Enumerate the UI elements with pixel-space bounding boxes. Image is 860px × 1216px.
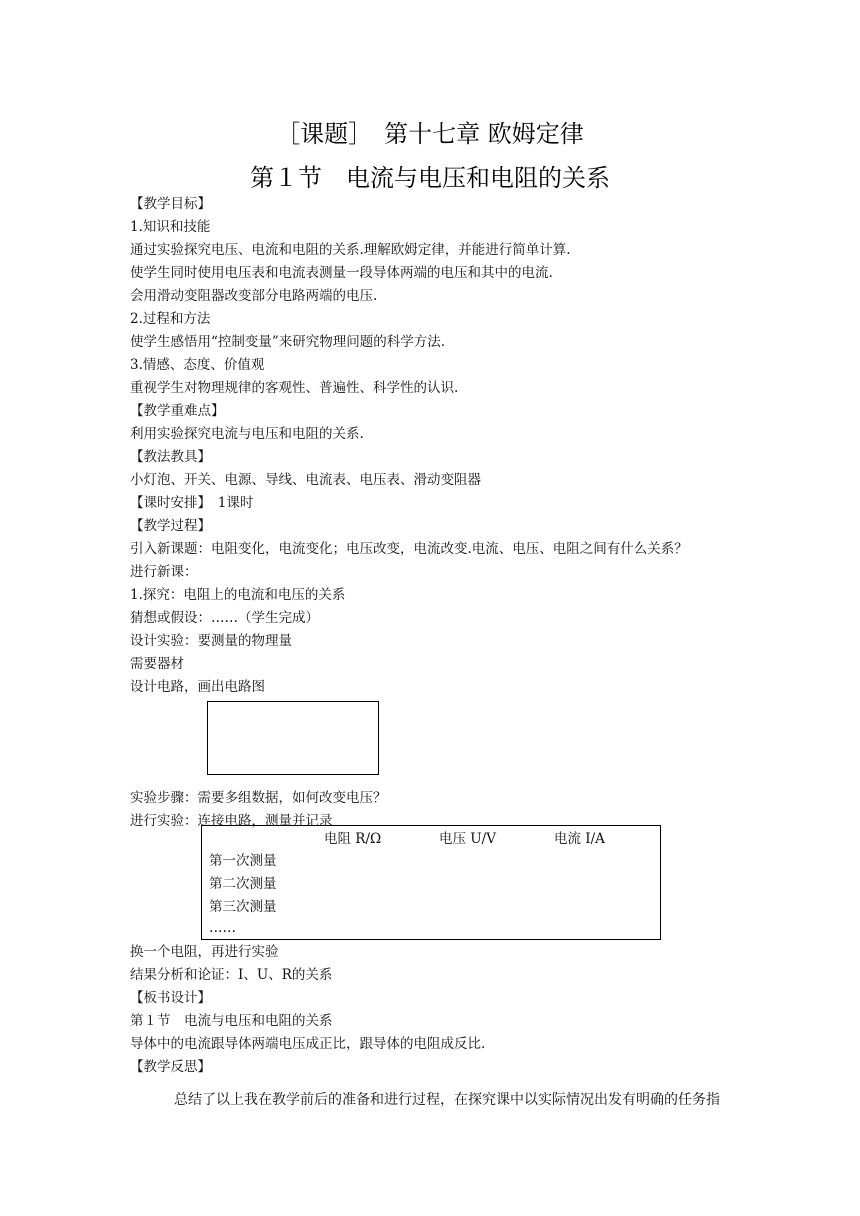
intro-line: 引入新课题：电阻变化，电流变化；电压改变，电流改变.电流、电压、电阻之间有什么关系？ [130, 541, 688, 557]
section-title: 第１节 电流与电压和电阻的关系 [250, 164, 610, 192]
measurement-table [201, 825, 661, 940]
table-header-voltage: 电压 U/V [439, 831, 496, 847]
result-line: 结果分析和论证：I、U、R的关系 [130, 967, 333, 983]
board-heading: 【板书设计】 [130, 990, 211, 1006]
do-experiment-line: 进行实验：连接电路，测量并记录 [130, 813, 333, 829]
goal3-line1: 重视学生对物理规律的客观性、普遍性、科学性的认识. [130, 380, 459, 396]
equipment-line: 需要器材 [130, 656, 184, 672]
tools-line1: 小灯泡、开关、电源、导线、电流表、电压表、滑动变阻器 [130, 472, 481, 488]
goal1-line1: 通过实验探究电压、电流和电阻的关系.理解欧姆定律，并能进行简单计算. [130, 242, 571, 258]
key-line1: 利用实验探究电流与电压和电阻的关系. [130, 426, 364, 442]
board-line1: 第１节 电流与电压和电阻的关系 [130, 1013, 333, 1029]
new-lesson-line: 进行新课： [130, 564, 198, 580]
reflect-heading: 【教学反思】 [130, 1059, 211, 1075]
goals-heading: 【教学目标】 [130, 196, 211, 212]
goal2-heading: 2.过程和方法 [130, 311, 211, 327]
change-resistor-line: 换一个电阻，再进行实验 [130, 944, 279, 960]
key-heading: 【教学重难点】 [130, 403, 225, 419]
tools-heading: 【教法教具】 [130, 449, 211, 465]
circuit-line: 设计电路，画出电路图 [130, 679, 265, 695]
explore-line: 1.探究：电阻上的电流和电压的关系 [130, 587, 346, 603]
goal2-line1: 使学生感悟用“控制变量”来研究物理问题的科学方法. [130, 334, 446, 350]
board-line2: 导体中的电流跟导体两端电压成正比，跟导体的电阻成反比. [130, 1036, 486, 1052]
circuit-diagram-box [207, 701, 379, 775]
reflection-text: 总结了以上我在教学前后的准备和进行过程，在探究课中以实际情况出发有明确的任务指 [174, 1092, 720, 1108]
goal1-line3: 会用滑动变阻器改变部分电路两端的电压. [130, 288, 378, 304]
chapter-title: ［课题］ 第十七章 欧姆定律 [276, 120, 584, 148]
guess-line: 猜想或假设：……（学生完成） [130, 610, 319, 626]
design-line: 设计实验：要测量的物理量 [130, 633, 292, 649]
table-row: 第三次测量 [209, 899, 277, 915]
goal1-heading: 1.知识和技能 [130, 219, 211, 235]
goal1-line2: 使学生同时使用电压表和电流表测量一段导体两端的电压和其中的电流. [130, 265, 553, 281]
table-header-resistance: 电阻 R/Ω [324, 831, 382, 847]
table-row: 第一次测量 [209, 853, 277, 869]
table-row: …… [209, 920, 236, 936]
time-line: 【课时安排】 1课时 [130, 495, 254, 511]
table-row: 第二次测量 [209, 876, 277, 892]
process-heading: 【教学过程】 [130, 518, 211, 534]
steps-line: 实验步骤：需要多组数据，如何改变电压？ [130, 790, 387, 806]
goal3-heading: 3.情感、态度、价值观 [130, 357, 265, 373]
table-header-current: 电流 I/A [554, 831, 605, 847]
